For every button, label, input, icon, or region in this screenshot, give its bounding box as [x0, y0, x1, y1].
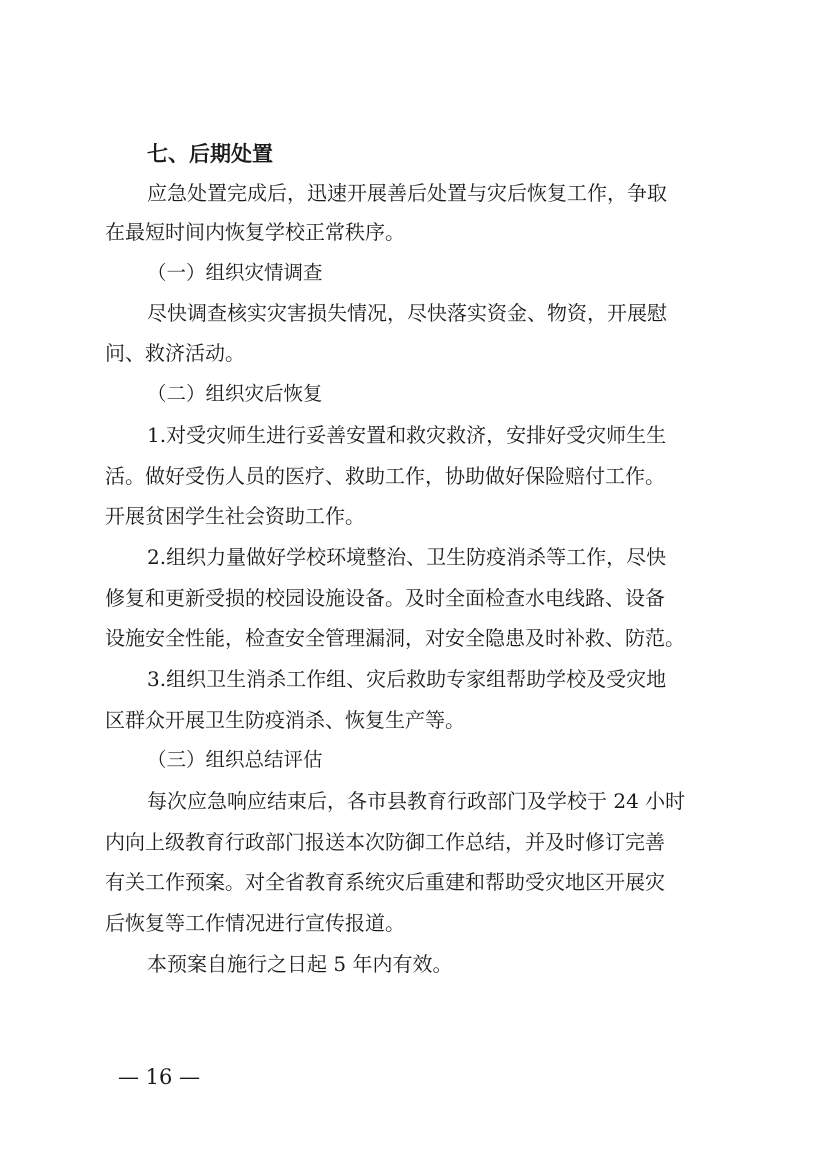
subsection-2-item-2-line-1: 2.组织力量做好学校环境整治、卫生防疫消杀等工作，尽快	[147, 545, 667, 569]
subsection-3-line-2: 内向上级教育行政部门报送本次防御工作总结，并及时修订完善	[105, 830, 665, 854]
subsection-2-item-1-line-3: 开展贫困学生社会资助工作。	[105, 504, 365, 528]
subsection-2-item-3-line-2: 区群众开展卫生防疫消杀、恢复生产等。	[105, 708, 465, 732]
subsection-3-line-3: 有关工作预案。对全省教育系统灾后重建和帮助受灾地区开展灾	[105, 870, 665, 894]
subsection-2-item-2-line-3: 设施安全性能，检查安全管理漏洞，对安全隐患及时补救、防范。	[105, 626, 685, 650]
subsection-1-title: （一）组织灾情调查	[147, 261, 323, 284]
subsection-2-item-1-line-1: 1.对受灾师生进行妥善安置和救灾救济，安排好受灾师生生	[147, 423, 667, 447]
subsection-2-item-1-line-2: 活。做好受伤人员的医疗、救助工作，协助做好保险赔付工作。	[105, 464, 665, 488]
subsection-3-line-1: 每次应急响应结束后，各市县教育行政部门及学校于 24 小时	[147, 789, 686, 813]
subsection-3-line-4: 后恢复等工作情况进行宣传报道。	[105, 911, 405, 935]
subsection-2-item-3-line-1: 3.组织卫生消杀工作组、灾后救助专家组帮助学校及受灾地	[147, 667, 667, 691]
page-number: — 16 —	[118, 1065, 201, 1089]
intro-line-1: 应急处置完成后，迅速开展善后处置与灾后恢复工作，争取	[147, 181, 667, 205]
subsection-3-title: （三）组织总结评估	[147, 748, 323, 771]
subsection-2-title: （二）组织灾后恢复	[147, 382, 323, 405]
section-title: 七、后期处置	[147, 142, 273, 166]
intro-line-2: 在最短时间内恢复学校正常秩序。	[105, 220, 405, 244]
subsection-1-line-2: 问、救济活动。	[105, 341, 245, 365]
subsection-2-item-2-line-2: 修复和更新受损的校园设施设备。及时全面检查水电线路、设备	[105, 586, 665, 610]
subsection-1-line-1: 尽快调查核实灾害损失情况，尽快落实资金、物资，开展慰	[147, 301, 667, 325]
closing-statement: 本预案自施行之日起 5 年内有效。	[147, 952, 453, 976]
